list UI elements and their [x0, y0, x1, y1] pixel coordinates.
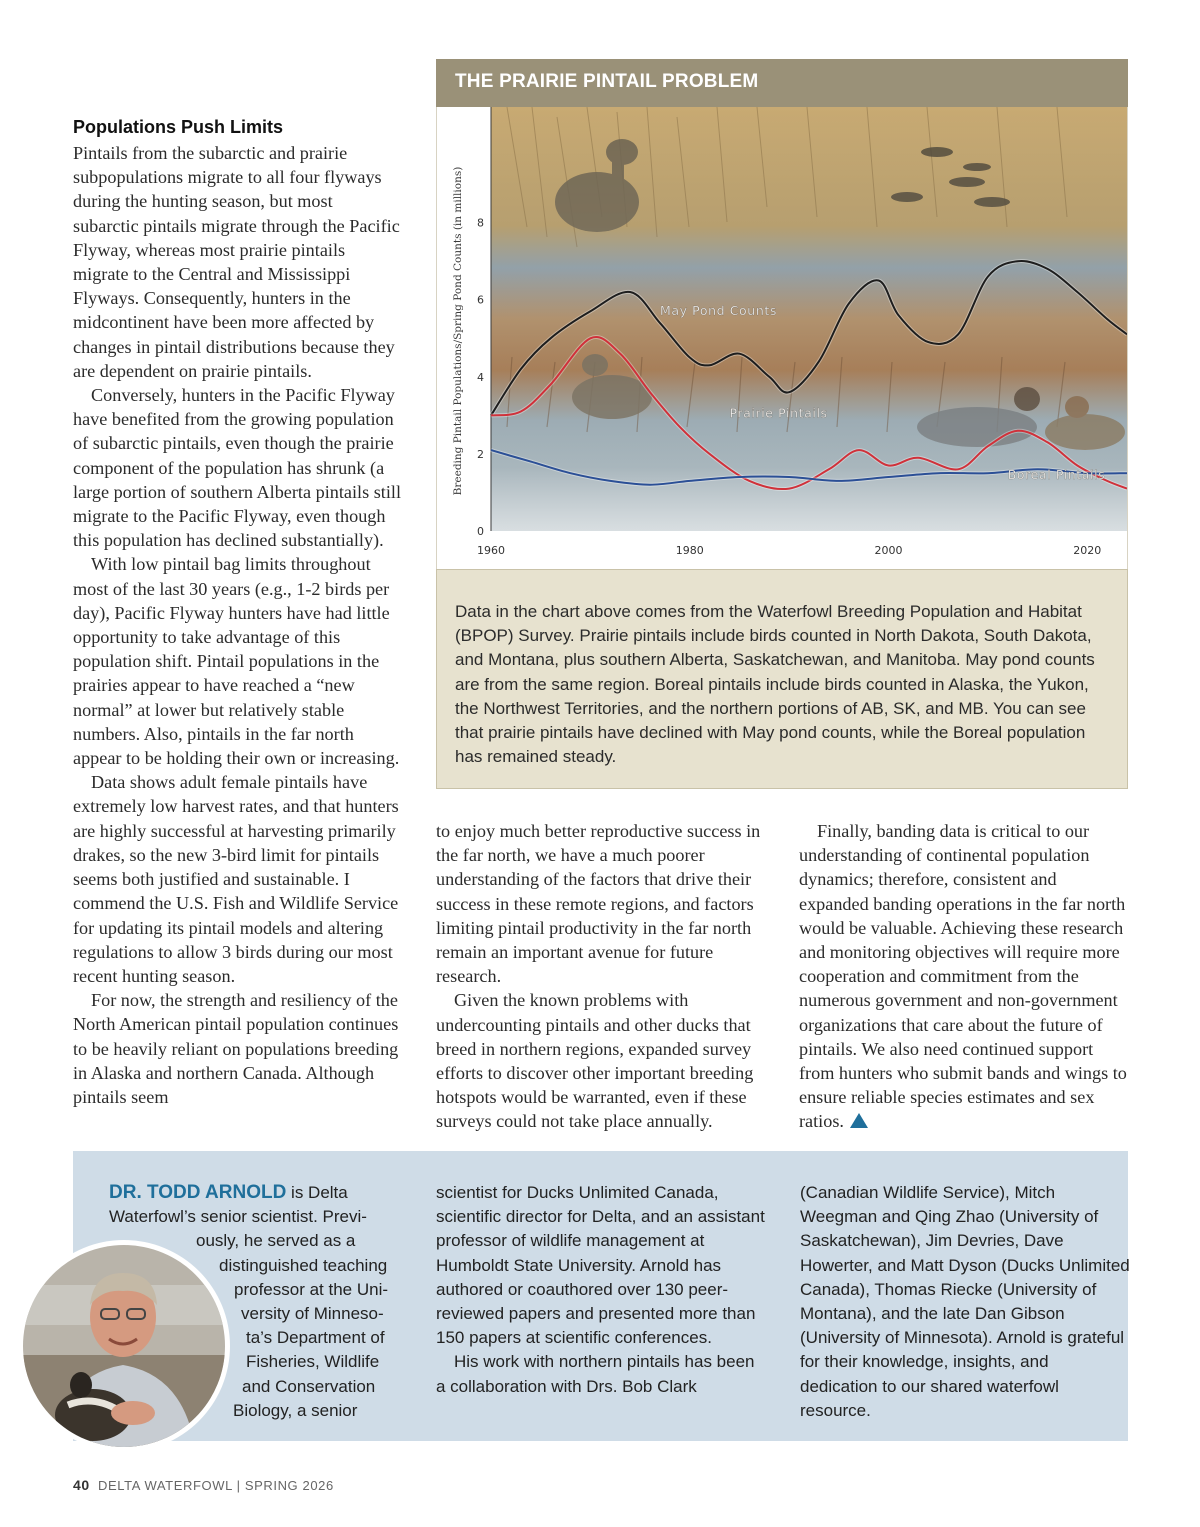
bio-line: Fisheries, Wildlife — [246, 1352, 380, 1371]
series-label: Prairie Pintails — [729, 405, 828, 421]
chart-title: THE PRAIRIE PINTAIL PROBLEM — [455, 71, 759, 92]
bio-line: Waterfowl’s senior scientist. Previ- — [109, 1207, 367, 1226]
section-heading: Populations Push Limits — [73, 117, 284, 137]
bio-line: and Conservation — [242, 1377, 376, 1396]
left-column — [73, 115, 401, 1109]
paragraph: For now, the strength and resiliency of the North American pintail population continues to be heavily reliant on populations breeding in Alaska and northern Canada. Although pintails seem — [73, 990, 399, 1107]
triangle-end-mark-icon — [850, 1113, 868, 1128]
y-tick-label: 6 — [477, 293, 484, 307]
bio-column-3 — [800, 1181, 1130, 1423]
paragraph — [799, 819, 1128, 1134]
x-tick-label: 1960 — [477, 544, 505, 557]
author-name: DR. TODD ARNOLD — [109, 1182, 287, 1203]
paragraph: Given the known problems with undercounting pintails and other ducks that breed in northern regions, expanded survey efforts to discover other important breeding hotspots would be warranted, even if these surveys could not take place annually. — [436, 990, 754, 1132]
line-chart — [437, 107, 1127, 569]
x-tick-label: 2000 — [874, 544, 903, 557]
page-number: 40 — [73, 1477, 90, 1493]
bio-paragraph: (Canadian Wildlife Service), Mitch Weegman and Qing Zhao (University of Saskatchewan), Jim Devries, Dave Howerter, and Matt Dyson (Ducks Unlimited Canada), Thomas Riecke (University of Montana), and the late Dan Gibson (University of Minnesota). Arnold is grateful for their knowledge, insights, and dedication to our shared waterfowl resource. — [800, 1183, 1130, 1420]
x-axis-ticks — [477, 544, 1101, 557]
bio-column-2 — [436, 1181, 766, 1399]
paragraph: Data shows adult female pintails have extremely low harvest rates, and that hunters are highly successful at harvesting primarily drakes, so the new 3-bird limit for pintails seems both justified and sustainable. I commend the U.S. Fish and Wildlife Service for updating its pintail models and altering regulations to allow 3 birds during our most recent hunting season. — [73, 772, 399, 986]
chart-header — [436, 59, 1128, 107]
publication-name: DELTA WATERFOWL | SPRING 2026 — [98, 1478, 334, 1493]
y-axis-label: Breeding Pintail Populations/Spring Pond Counts (in millions) — [452, 166, 464, 496]
bio-line: distinguished teaching — [219, 1256, 388, 1275]
x-tick-label: 1980 — [675, 544, 704, 557]
bio-line: Biology, a senior — [233, 1401, 358, 1420]
middle-column — [436, 819, 764, 1134]
chart-body — [436, 107, 1128, 569]
y-axis-ticks — [477, 217, 484, 538]
bio-line: versity of Minneso- — [241, 1304, 384, 1323]
bio-line: is Delta — [286, 1183, 348, 1202]
paragraph: Conversely, hunters in the Pacific Flyway have benefited from the growing population of subarctic pintails, even though the prairie component of the population has shrunk (a large portion of southern Alberta pintails still migrate to the Pacific Flyway, even though this population has declined substantially). — [73, 385, 401, 551]
paragraph: With low pintail bag limits throughout most of the last 30 years (e.g., 1-2 birds per day), Pacific Flyway hunters have had little opportunity to take advantage of this population shift. Pintail populations in the prairies appear to have reached a “new normal” at lower but relatively stable numbers. Also, pintails in the far north appear to be holding their own or increasing. — [73, 554, 400, 769]
paragraph: to enjoy much better reproductive success in the far north, we have a much poorer understanding of the factors that drive their success in these remote regions, and factors limiting pintail productivity in the far north remain an important avenue for future research. — [436, 821, 761, 987]
bio-line: professor at the Uni- — [234, 1280, 389, 1299]
bio-line: ta’s Department of — [246, 1328, 385, 1347]
y-tick-label: 0 — [477, 525, 484, 538]
right-column — [799, 819, 1128, 1134]
y-tick-label: 2 — [477, 447, 484, 461]
author-photo — [23, 1245, 225, 1447]
series-label: May Pond Counts — [659, 303, 777, 319]
chart-panel — [436, 59, 1128, 789]
bio-paragraph: His work with northern pintails has been a collaboration with Drs. Bob Clark — [436, 1352, 755, 1396]
bio-paragraph: scientist for Ducks Unlimited Canada, scientific director for Delta, and an assistant professor of wildlife management at Humboldt State University. Arnold has authored or coauthored over 130 peer-reviewed papers and presented more than 150 papers at scientific conferences. — [436, 1183, 765, 1348]
y-tick-label: 4 — [477, 370, 484, 384]
bio-line: ously, he served as a — [196, 1231, 356, 1250]
y-tick-label: 8 — [477, 216, 484, 230]
chart-caption: Data in the chart above comes from the Waterfowl Breeding Population and Habitat (BPOP) Survey. Prairie pintails include birds counted in North Dakota, South Dakota, and Montana, plus southern Alberta, Saskatchewan, and Manitoba. May pond counts are from the same region. Boreal pintails include birds counted in Alaska, the Yukon, the Northwest Territories, and the northern portions of AB, SK, and MB. You can see that prairie pintails have declined with May pond counts, while the Boreal population has remained steady. — [436, 569, 1128, 789]
paragraph: Pintails from the subarctic and prairie subpopulations migrate to all four flyways during the hunting season, but most subarctic pintails migrate through the Pacific Flyway, whereas most prairie pintails migrate to the Central and Mississippi Flyways. Consequently, hunters in the midcontinent have been more affected by changes in pintail distributions because they are dependent on prairie pintails. — [73, 143, 400, 381]
series-label: Boreal Pintails — [1007, 466, 1106, 482]
page-footer — [73, 1477, 334, 1493]
portrait-photo-icon — [23, 1245, 225, 1447]
x-tick-label: 2020 — [1073, 544, 1102, 557]
paragraph-text: Finally, banding data is critical to our understanding of continental population dynamics; therefore, consistent and expanded banding operations in the far north would be valuable. Achieving these research and monitoring objectives will require more cooperation and commitment from the numerous government and non-government organizations that care about the future of pintails. We also need continued support from hunters who submit bands and wings to ensure reliable species estimates and sex ratios. — [799, 821, 1127, 1132]
